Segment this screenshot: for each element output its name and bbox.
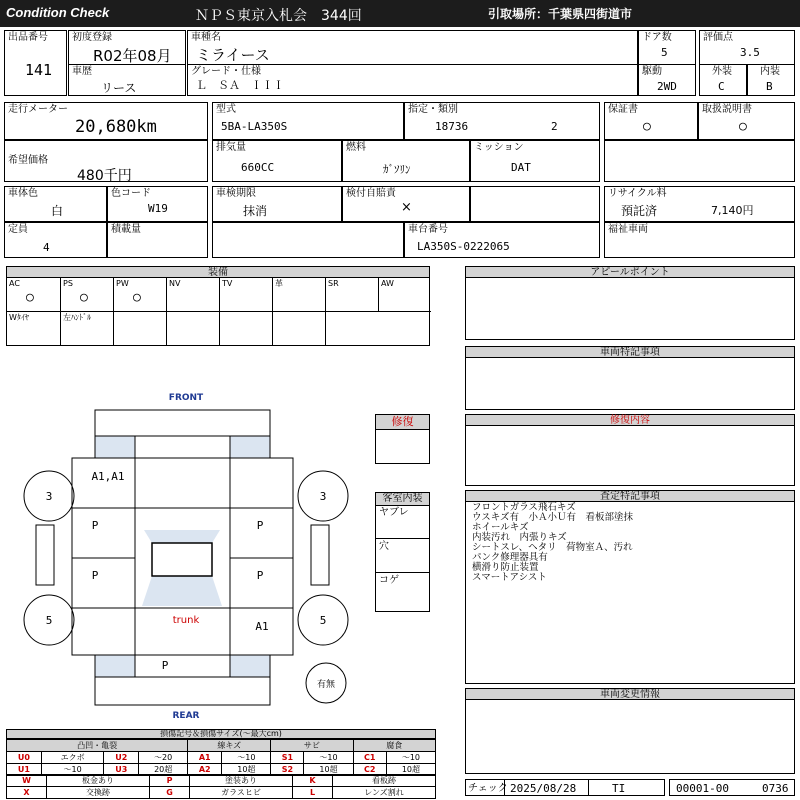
interior-cell: 内装 B (747, 64, 795, 96)
equipment-label: PS (63, 279, 73, 288)
warranty-cell: 保証書 ○ (604, 102, 698, 140)
windshield-shape (144, 530, 220, 543)
equipment-label: AC (9, 279, 20, 288)
fuel-cell: 燃料 ｶﾞｿﾘﾝ (342, 140, 470, 182)
equipment-value: ○ (80, 290, 88, 305)
equipment-label: 左ﾊﾝﾄﾞﾙ (63, 313, 91, 322)
rear-window-shape (142, 576, 222, 606)
left-mirror-shape (36, 525, 54, 585)
score-cell: 評価点 3.5 (699, 30, 795, 65)
rear-label: REAR (172, 711, 200, 721)
equipment-row-1 (7, 278, 431, 311)
equipment-cell (325, 278, 378, 311)
change-box (465, 700, 795, 774)
insurance-cell: 検付自賠責 × (342, 186, 470, 222)
quarter-right-mark: A1 (255, 620, 269, 633)
equipment-cell (7, 278, 60, 311)
header-title: Condition Check (6, 5, 110, 20)
lot-cell: 出品番号 141 (4, 30, 67, 96)
change-title: 車両変更情報 (465, 688, 795, 700)
check-date: 2025/08/28 (510, 782, 577, 795)
equipment-cell (378, 278, 431, 311)
equipment-title: 装備 (6, 266, 430, 278)
car-diagram (0, 380, 365, 725)
repair-content-box (465, 426, 795, 486)
inspection-cell: 車検期限 抹消 (212, 186, 342, 222)
legend-title: 損傷記号＆損傷サイズ(～最大cm) (6, 729, 436, 739)
chassis-value: LA350S-0222065 (417, 240, 510, 253)
equipment-cell (219, 278, 272, 311)
wheel-rl-mark: 5 (45, 614, 53, 627)
equipment-value: ○ (26, 290, 34, 305)
equipment-cell (272, 278, 325, 311)
inspection-notes-title: 査定特記事項 (465, 490, 795, 502)
equipment-label: PW (116, 279, 129, 288)
door-rl-mark: P (91, 569, 99, 582)
equipment-cell (113, 312, 166, 345)
appeal-box (465, 278, 795, 340)
header-auction: ＮＰＳ東京入札会 344回 (195, 8, 362, 24)
equipment-label: Wﾀｲﾔ (9, 313, 29, 322)
price-cell: 希望価格 480千円 (4, 140, 208, 182)
equipment-cell (166, 312, 219, 345)
meter-value: 20,680km (75, 117, 157, 137)
inspection-note: フロントガラス飛石キズ (472, 502, 576, 513)
door-fr-mark: P (256, 519, 264, 532)
recycle-cell: リサイクル料 預託済 7,140円 (604, 186, 795, 222)
interior-item-burn: コゲ (379, 575, 399, 586)
inspection-note: ウスキズ有 小Ａ小Ｕ有 看板部塗抹 (472, 512, 634, 523)
wheel-fr-mark: 3 (319, 490, 327, 503)
repair-content-title: 修復内容 (465, 414, 795, 426)
grade-cell: グレード・仕様 Ｌ ＳＡ ＩＩＩ (187, 64, 638, 96)
first-reg-value: R02年08月 (93, 47, 172, 65)
legend-table-2: W 板金あり P 塗装あり K 看板跡 X 交換跡 G ガラスヒビ L レンズ割れ (6, 774, 436, 799)
check-box: チェック 2025/08/28 TI (465, 779, 665, 796)
first-reg-cell: 初度登録 R02年08月 (68, 30, 186, 65)
body-color-cell: 車体色 白 (4, 186, 107, 222)
equipment-cell (60, 278, 113, 311)
inspection-note: 横滑り防止装置 (472, 562, 539, 573)
inspection-note: シートスレ、ヘタリ 荷物室Ａ、汚れ (472, 542, 633, 553)
interior-title: 客室内装 (375, 492, 430, 506)
mission-cell: ミッション DAT (470, 140, 600, 182)
equipment-cell (60, 312, 113, 345)
empty-cell-2 (470, 186, 600, 222)
empty-cell-3 (212, 222, 404, 258)
chassis-cell: 車台番号 LA350S-0222065 (404, 222, 600, 258)
special-box (465, 358, 795, 410)
rear-bumper-mark: P (161, 659, 169, 672)
equipment-label: NV (169, 279, 181, 288)
rear-bumper-shape (95, 677, 270, 705)
repair-box (375, 430, 430, 464)
color-code-cell: 色コード W19 (107, 186, 208, 222)
interior-item-tear: ヤブレ (379, 507, 409, 518)
equipment-value: ○ (133, 290, 141, 305)
front-label: FRONT (168, 393, 204, 403)
wheel-fl-mark: 3 (45, 490, 53, 503)
equipment-cell (166, 278, 219, 311)
welfare-cell: 福祉車両 (604, 222, 795, 258)
stamp-mark: 有無 (316, 680, 336, 690)
equipment-cell (7, 312, 60, 345)
inspection-note: スマートアシスト (472, 572, 547, 583)
front-bumper-shape (95, 410, 270, 436)
hood-mark: A1,A1 (91, 470, 125, 483)
equipment-label: 革 (275, 279, 283, 288)
equipment-label: AW (381, 279, 394, 288)
equipment-row-2 (7, 311, 431, 345)
inspection-notes-box (465, 502, 795, 684)
legend-table: 凸凹・亀裂 線キズ サビ 腐食 U0 エクボ U2 ～20 A1 ～10 S1 ～10 C1 ～10 U1 ～10 U3 20超 A2 10超 S2 10超 C2 10超 (6, 739, 436, 776)
load-cell: 積載量 (107, 222, 208, 258)
interior-item-hole: 穴 (379, 541, 389, 552)
capacity-cell: 定員 4 (4, 222, 107, 258)
meter-cell: 走行メーター 20,680km (4, 102, 208, 140)
wheel-rr-mark: 5 (319, 614, 327, 627)
empty-cell-1 (604, 140, 795, 182)
repair-title: 修復 (375, 414, 430, 430)
door-fl-mark: P (91, 519, 99, 532)
equipment-cell (272, 312, 325, 345)
header-bar (0, 0, 800, 27)
code-box: 00001-00 0736 (669, 779, 795, 796)
equipment-label: SR (328, 279, 339, 288)
inspection-note: パンク修理器具有 (472, 552, 548, 563)
displacement-cell: 排気量 660CC (212, 140, 342, 182)
history-cell: 車歴 リース (68, 64, 186, 96)
inspection-note: 内装汚れ 内張りキズ (472, 532, 567, 543)
drive-cell: 駆動 2WD (638, 64, 696, 96)
roof-shape (152, 543, 212, 576)
price-value: 480千円 (77, 168, 132, 184)
equipment-label: TV (222, 279, 233, 288)
inspector-code: TI (612, 782, 626, 795)
manual-cell: 取扱説明書 ○ (698, 102, 795, 140)
right-mirror-shape (311, 525, 329, 585)
model-cell: 型式 5BA-LA350S (212, 102, 404, 140)
inspection-note: ホイールキズ (472, 522, 529, 533)
exterior-cell: 外装 C (699, 64, 747, 96)
trunk-label: trunk (172, 615, 200, 626)
equipment-cell (219, 312, 272, 345)
special-title: 車両特記事項 (465, 346, 795, 358)
equipment-cell (325, 312, 378, 345)
doors-cell: ドア数 5 (638, 30, 696, 65)
equipment-grid (6, 278, 430, 346)
appeal-title: アピールポイント (465, 266, 795, 278)
door-rr-mark: P (256, 569, 264, 582)
lot-number: 141 (25, 61, 53, 79)
header-location: 引取場所：千葉県四街道市 (488, 7, 633, 21)
equipment-cell (113, 278, 166, 311)
designation-cell: 指定・類別 18736 2 (404, 102, 600, 140)
score-value: 3.5 (740, 46, 760, 59)
car-name-cell: 車種名 ミライース (187, 30, 638, 65)
interior-box (375, 506, 430, 612)
car-name-value: ミライース (196, 46, 270, 64)
